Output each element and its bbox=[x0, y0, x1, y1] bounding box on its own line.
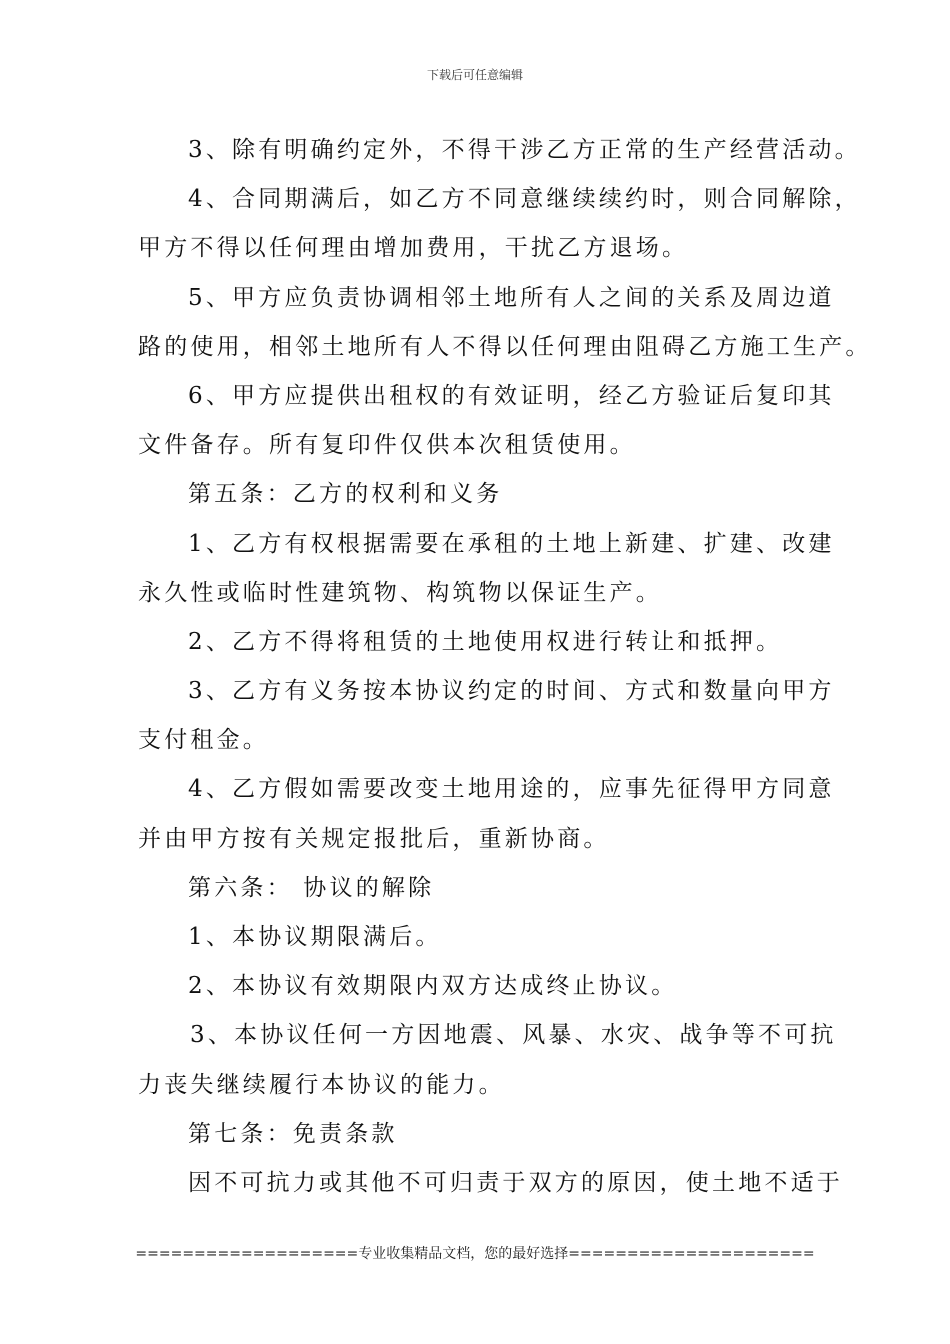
paragraph-line: 5、甲方应负责协调相邻土地所有人之间的关系及周边道 bbox=[188, 284, 835, 311]
section-heading: 第六条： 协议的解除 bbox=[188, 874, 435, 901]
paragraph-line: 力丧失继续履行本协议的能力。 bbox=[138, 1071, 505, 1098]
paragraph-line: 3、乙方有义务按本协议约定的时间、方式和数量向甲方 bbox=[188, 678, 835, 705]
paragraph-line: 3、本协议任何一方因地震、风暴、水灾、战争等不可抗 bbox=[190, 1022, 837, 1049]
paragraph-line: 文件备存。所有复印件仅供本次租赁使用。 bbox=[138, 432, 636, 459]
section-heading: 第七条：免责条款 bbox=[188, 1120, 398, 1147]
paragraph-line: 并由甲方按有关规定报批后，重新协商。 bbox=[138, 825, 610, 852]
paragraph-line: 4、乙方假如需要改变土地用途的，应事先征得甲方同意 bbox=[188, 776, 835, 803]
document-body bbox=[138, 126, 872, 1208]
page-footer-note: ===================专业收集精品文档，您的最好选择===================== bbox=[135, 1246, 815, 1262]
paragraph-line: 永久性或临时性建筑物、构筑物以保证生产。 bbox=[138, 579, 662, 606]
paragraph-line: 3、除有明确约定外，不得干涉乙方正常的生产经营活动。 bbox=[188, 137, 861, 163]
section-heading: 第五条：乙方的权利和义务 bbox=[188, 481, 503, 508]
page-header-note: 下载后可任意编辑 bbox=[426, 68, 523, 82]
paragraph-line: 支付租金。 bbox=[138, 727, 269, 754]
paragraph-line: 2、乙方不得将租赁的土地使用权进行转让和抵押。 bbox=[188, 628, 783, 655]
paragraph-line: 6、甲方应提供出租权的有效证明，经乙方验证后复印其 bbox=[188, 382, 835, 409]
paragraph-line: 1、乙方有权根据需要在承租的土地上新建、扩建、改建 bbox=[188, 530, 835, 557]
paragraph-line: 因不可抗力或其他不可归责于双方的原因，使土地不适于 bbox=[188, 1169, 843, 1196]
paragraph-line: 2、本协议有效期限内双方达成终止协议。 bbox=[188, 973, 678, 1000]
paragraph-line: 甲方不得以任何理由增加费用，干扰乙方退场。 bbox=[138, 235, 689, 262]
paragraph-line: 1、本协议期限满后。 bbox=[188, 924, 442, 950]
paragraph-line: 路的使用，相邻土地所有人不得以任何理由阻碍乙方施工生产。 bbox=[138, 333, 872, 360]
paragraph-line: 4、合同期满后，如乙方不同意继续续约时，则合同解除， bbox=[188, 186, 861, 213]
